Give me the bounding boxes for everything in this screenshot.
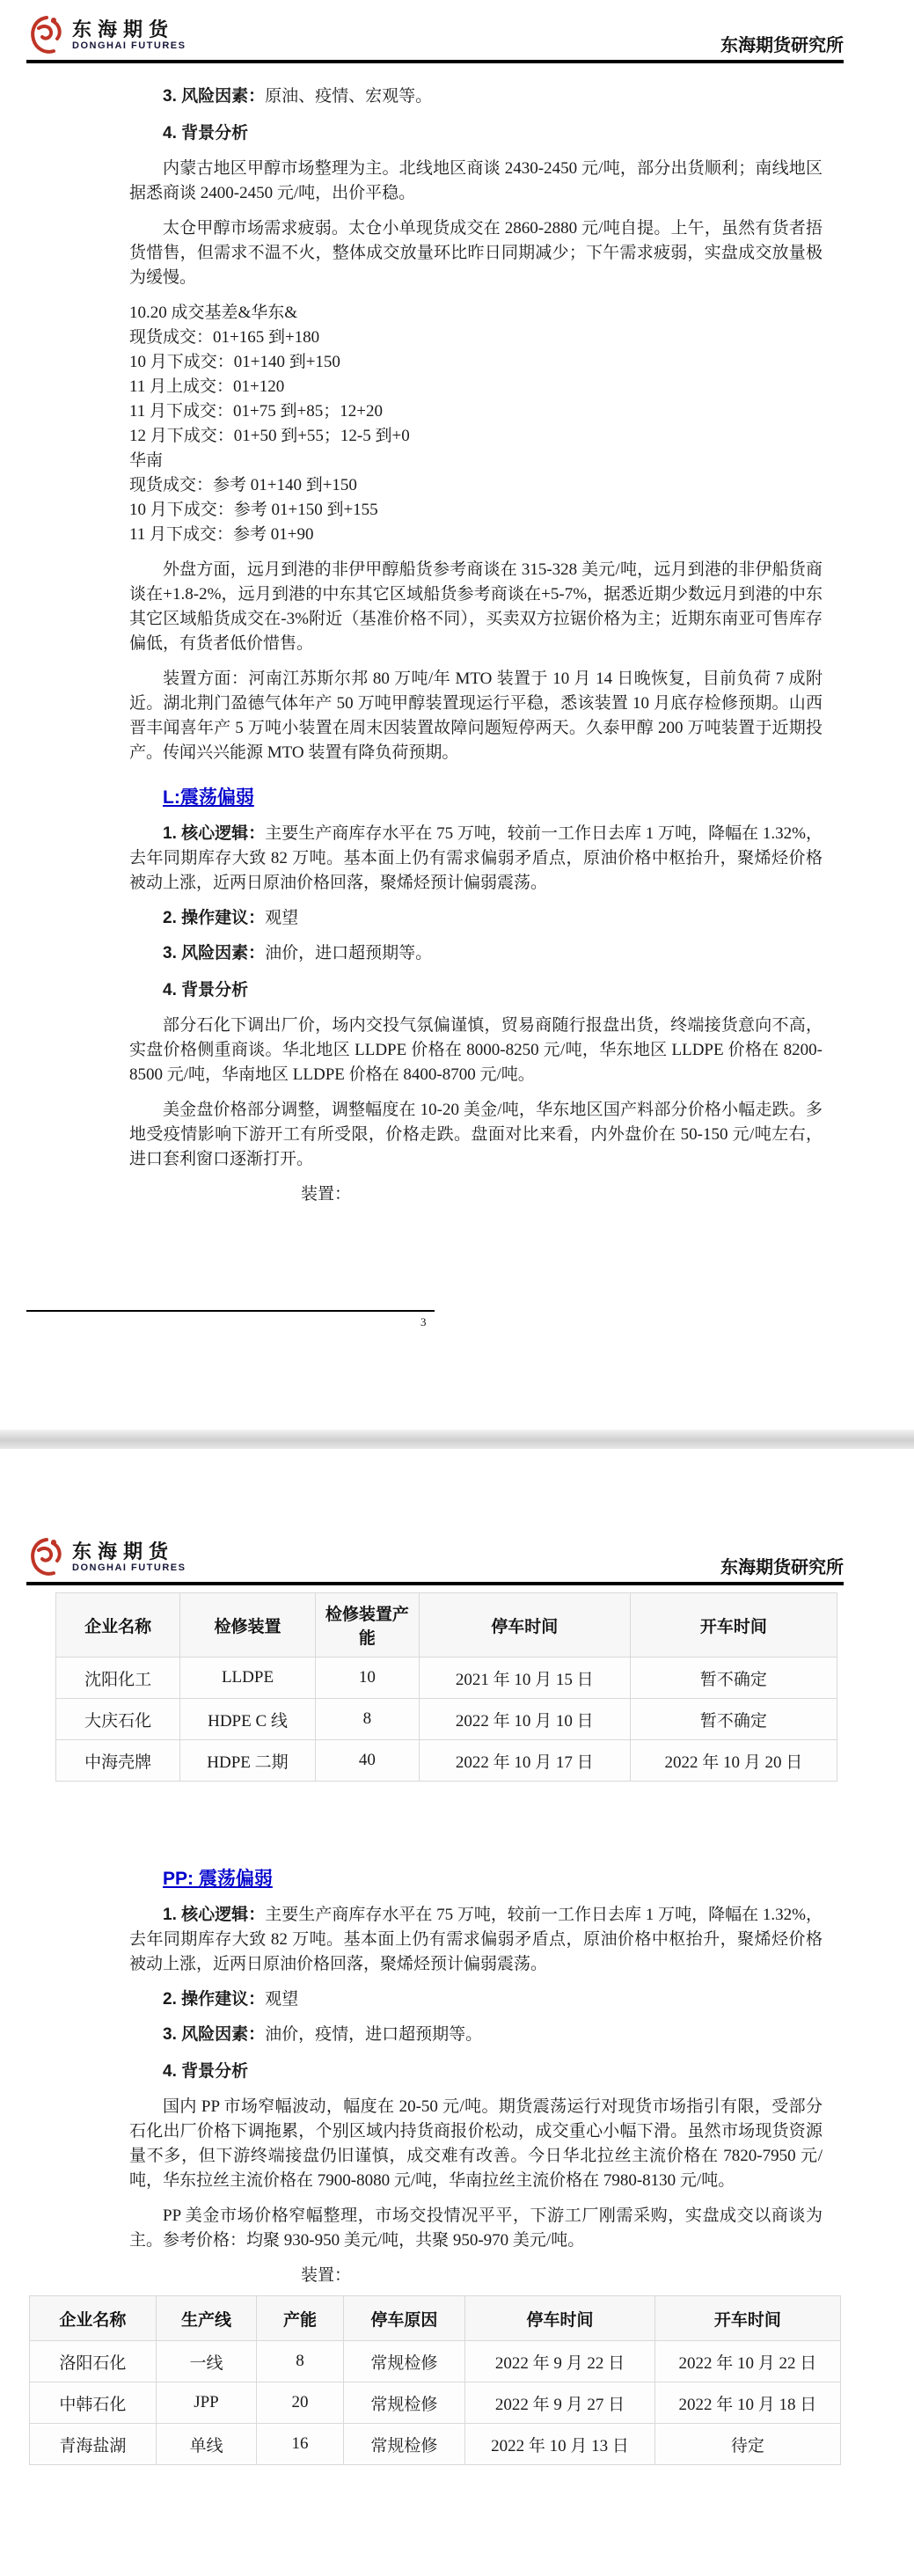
core-logic-label: 1. 核心逻辑： xyxy=(163,1906,266,1924)
cell-capacity: 40 xyxy=(315,1740,419,1782)
table-row xyxy=(30,2341,841,2382)
l-core-logic xyxy=(129,822,823,896)
company-logo xyxy=(26,12,186,58)
cell-company: 青海盐湖 xyxy=(30,2424,157,2465)
basis-line: 11 月上成交：01+120 xyxy=(129,377,285,396)
page-2 xyxy=(0,1449,914,2576)
column-header: 停车原因 xyxy=(343,2296,464,2341)
cell-restart-date: 暂不确定 xyxy=(630,1699,837,1740)
pp-risk xyxy=(129,2023,823,2047)
advice-label: 2. 操作建议： xyxy=(163,1990,266,2009)
cell-line: JPP xyxy=(156,2382,256,2424)
pp-paragraph-2: PP 美金市场价格窄幅整理，市场交投情况平平，下游工厂刚需采购，实盘成交以商谈为主。参考价格：均聚 930-950 美元/吨，共聚 950-970 美元/吨。 xyxy=(129,2206,823,2250)
pp-maintenance-table xyxy=(29,2295,841,2465)
column-header: 产能 xyxy=(257,2296,344,2341)
basis-line: 现货成交：01+165 到+180 xyxy=(129,328,320,347)
cell-capacity: 16 xyxy=(257,2424,344,2465)
pp-paragraph-1: 国内 PP 市场窄幅波动，幅度在 20-50 元/吨。期货震荡运行对现货市场指引有限，受部分石化出厂价格下调拖累，个别区域内持货商报价松动，成交重心小幅下滑。虽然市场现货资源量不多，但下游终端接盘仍旧谨慎，成交难有改善。今日华北拉丝主流价格在 7820-7950 元/吨，华东拉丝主流价格在 7900-8080 元/吨，华南拉丝主流价格在 7980-8130 元/吨。 xyxy=(129,2097,823,2190)
cell-company: 大庆石化 xyxy=(56,1699,180,1740)
basis-line: 11 月下成交：参考 01+90 xyxy=(129,525,314,544)
meoh-risk-line xyxy=(129,84,823,109)
basis-line: 11 月下成交：01+75 到+85；12+20 xyxy=(129,402,383,421)
cell-stop-reason: 常规检修 xyxy=(343,2424,464,2465)
pp-bg-heading: 4. 背景分析 xyxy=(163,2062,249,2081)
cell-unit: HDPE 二期 xyxy=(180,1740,316,1782)
risk-text: 油价，进口超预期等。 xyxy=(265,944,433,962)
meoh-paragraph-4: 装置方面：河南江苏斯尔邦 80 万吨/年 MTO 装置于 10 月 14 日晚恢复，目前负荷 7 成附近。湖北荆门盈德气体年产 50 万吨甲醇装置现运行平稳，悉该装置 10 月底存检修预期。山西晋丰闻喜年产 5 万吨小装置在周末因装置故障问题短停两天。久泰甲醇 200 万吨装置于近期投产。传闻兴兴能源 MTO 装置有降负荷预期。 xyxy=(129,670,823,762)
page2-top-margin xyxy=(0,1449,914,1522)
cell-line: 单线 xyxy=(156,2424,256,2465)
l-bg-heading: 4. 背景分析 xyxy=(163,981,249,999)
basis-line: 12 月下成交：01+50 到+55；12-5 到+0 xyxy=(129,427,410,445)
table-header-row xyxy=(30,2296,841,2341)
logo-cn-text: 东海期货 xyxy=(72,1540,175,1562)
advice-label: 2. 操作建议： xyxy=(163,909,266,927)
logo-cn-text: 东海期货 xyxy=(72,18,175,40)
table-row xyxy=(56,1658,837,1699)
column-header: 企业名称 xyxy=(30,2296,157,2341)
column-header: 检修装置产能 xyxy=(315,1593,419,1658)
cell-capacity: 8 xyxy=(315,1699,419,1740)
cell-stop-date: 2022 年 9 月 22 日 xyxy=(465,2341,655,2382)
footnote-separator-line xyxy=(26,1310,435,1312)
column-header: 停车时间 xyxy=(465,2296,655,2341)
pp-device-label: 装置： xyxy=(301,2266,352,2285)
basis-line: 10 月下成交：01+140 到+150 xyxy=(129,353,340,371)
table-row xyxy=(30,2382,841,2424)
column-header: 开车时间 xyxy=(630,1593,837,1658)
l-paragraph-2: 美金盘价格部分调整，调整幅度在 10-20 美金/吨，华东地区国产料部分价格小幅走跌。多地受疫情影响下游开工有所受限，价格走跌。盘面对比来看，内外盘价在 50-150 元/吨左右，进口套利窗口逐渐打开。 xyxy=(129,1101,823,1168)
meoh-paragraph-3: 外盘方面，远月到港的非伊甲醇船货参考商谈在 315-328 美元/吨，远月到港的非伊船货商谈在+1.8-2%，远月到港的中东其它区域船货参考商谈在+5-7%，据悉近期少数远月到港的中东其它区域船货成交在-3%附近（基准价格不同），买卖双方拉锯价格为主；近期东南亚可售库存偏低，有货者低价惜售。 xyxy=(129,560,823,653)
basis-quote-block xyxy=(129,301,823,547)
risk-text: 原油、疫情、宏观等。 xyxy=(265,87,433,106)
risk-label: 3. 风险因素： xyxy=(163,87,266,106)
cell-stop-date: 2022 年 9 月 27 日 xyxy=(465,2382,655,2424)
meoh-bg-heading: 4. 背景分析 xyxy=(163,124,249,143)
cell-capacity: 8 xyxy=(257,2341,344,2382)
column-header: 生产线 xyxy=(156,2296,256,2341)
company-logo xyxy=(26,1534,186,1580)
basis-line: 10 月下成交：参考 01+150 到+155 xyxy=(129,501,378,519)
risk-text: 油价，疫情，进口超预期等。 xyxy=(265,2025,483,2044)
table-row xyxy=(30,2424,841,2465)
l-paragraph-1: 部分石化下调出厂价，场内交投气氛偏谨慎，贸易商随行报盘出货，终端接货意向不高，实盘价格侧重商谈。华北地区 LLDPE 价格在 8000-8250 元/吨，华东地区 LLDPE 价格在 8200-8500 元/吨，华南地区 LLDPE 价格在 8400-8700 元/吨。 xyxy=(129,1016,823,1084)
cell-restart-date: 2022 年 10 月 20 日 xyxy=(630,1740,837,1782)
cell-restart-date: 2022 年 10 月 18 日 xyxy=(654,2382,840,2424)
risk-label: 3. 风险因素： xyxy=(163,2025,266,2044)
cell-company: 中韩石化 xyxy=(30,2382,157,2424)
cell-company: 沈阳化工 xyxy=(56,1658,180,1699)
l-advice xyxy=(129,906,823,931)
logo-en-text: DONGHAI FUTURES xyxy=(72,1562,186,1573)
logo-text xyxy=(72,1541,186,1574)
l-section-heading-link[interactable]: L:震荡偏弱 xyxy=(163,787,254,808)
cell-stop-date: 2022 年 10 月 13 日 xyxy=(465,2424,655,2465)
cell-company: 中海壳牌 xyxy=(56,1740,180,1782)
institute-name: 东海期货研究所 xyxy=(720,36,844,55)
cell-stop-date: 2022 年 10 月 17 日 xyxy=(419,1740,630,1782)
pp-section xyxy=(129,1866,823,2288)
cell-capacity: 10 xyxy=(315,1658,419,1699)
risk-label: 3. 风险因素： xyxy=(163,944,266,962)
advice-text: 观望 xyxy=(265,1990,299,2009)
meoh-paragraph-1: 内蒙古地区甲醇市场整理为主。北线地区商谈 2430-2450 元/吨，部分出货顺利；南线地区据悉商谈 2400-2450 元/吨，出价平稳。 xyxy=(129,159,823,202)
cell-restart-date: 暂不确定 xyxy=(630,1658,837,1699)
pp-advice xyxy=(129,1987,823,2012)
l-device-label: 装置： xyxy=(301,1185,352,1204)
cell-line: 一线 xyxy=(156,2341,256,2382)
cell-capacity: 20 xyxy=(257,2382,344,2424)
core-logic-text: 主要生产商库存水平在 75 万吨，较前一工作日去库 1 万吨，降幅在 1.32%，去年同期库存大致 82 万吨。基本面上仍有需求偏弱矛盾点，原油价格中枢抬升，聚烯烃价格被动上涨，近两日原油价格回落，聚烯烃预计偏弱震荡。 xyxy=(129,824,823,892)
basis-line: 华南 xyxy=(129,451,164,470)
column-header: 开车时间 xyxy=(654,2296,840,2341)
basis-line: 10.20 成交基差&华东& xyxy=(129,304,298,322)
logo-text xyxy=(72,19,186,52)
cell-restart-date: 2022 年 10 月 22 日 xyxy=(654,2341,840,2382)
meoh-paragraph-2: 太仓甲醇市场需求疲弱。太仓小单现货成交在 2860-2880 元/吨自提。上午，虽然有货者捂货惜售，但需求不温不火，整体成交放量环比昨日同期减少；下午需求疲弱，实盘成交放量极为缓慢。 xyxy=(129,219,823,287)
cell-stop-reason: 常规检修 xyxy=(343,2382,464,2424)
page-header xyxy=(26,0,844,63)
cell-unit: HDPE C 线 xyxy=(180,1699,316,1740)
cell-stop-date: 2021 年 10 月 15 日 xyxy=(419,1658,630,1699)
cell-company: 洛阳石化 xyxy=(30,2341,157,2382)
column-header: 检修装置 xyxy=(180,1593,316,1658)
page-number: 3 xyxy=(420,1315,427,1328)
cell-stop-date: 2022 年 10 月 10 日 xyxy=(419,1699,630,1740)
table-row xyxy=(56,1699,837,1740)
donghai-dragon-logo-icon xyxy=(26,1534,67,1580)
cell-stop-reason: 常规检修 xyxy=(343,2341,464,2382)
page1-content xyxy=(129,63,823,1207)
basis-line: 现货成交：参考 01+140 到+150 xyxy=(129,476,357,494)
institute-name: 东海期货研究所 xyxy=(720,1558,844,1577)
l-risk xyxy=(129,941,823,966)
logo-en-text: DONGHAI FUTURES xyxy=(72,40,186,51)
table-row xyxy=(56,1740,837,1782)
core-logic-label: 1. 核心逻辑： xyxy=(163,824,266,843)
column-header: 停车时间 xyxy=(419,1593,630,1658)
column-header: 企业名称 xyxy=(56,1593,180,1658)
table-header-row xyxy=(56,1593,837,1658)
core-logic-text: 主要生产商库存水平在 75 万吨，较前一工作日去库 1 万吨，降幅在 1.32%，去年同期库存大致 82 万吨。基本面上仍有需求偏弱矛盾点，原油价格中枢抬升，聚烯烃价格被动上涨，近两日原油价格回落，聚烯烃预计偏弱震荡。 xyxy=(129,1906,823,1973)
cell-unit: LLDPE xyxy=(180,1658,316,1699)
pp-core-logic xyxy=(129,1903,823,1977)
page-header xyxy=(26,1522,844,1585)
pe-maintenance-table xyxy=(55,1592,837,1782)
page-separator-band xyxy=(0,1430,914,1449)
cell-restart-date: 待定 xyxy=(654,2424,840,2465)
pp-section-heading-link[interactable]: PP: 震荡偏弱 xyxy=(163,1869,273,1889)
donghai-dragon-logo-icon xyxy=(26,12,67,58)
advice-text: 观望 xyxy=(265,909,299,927)
